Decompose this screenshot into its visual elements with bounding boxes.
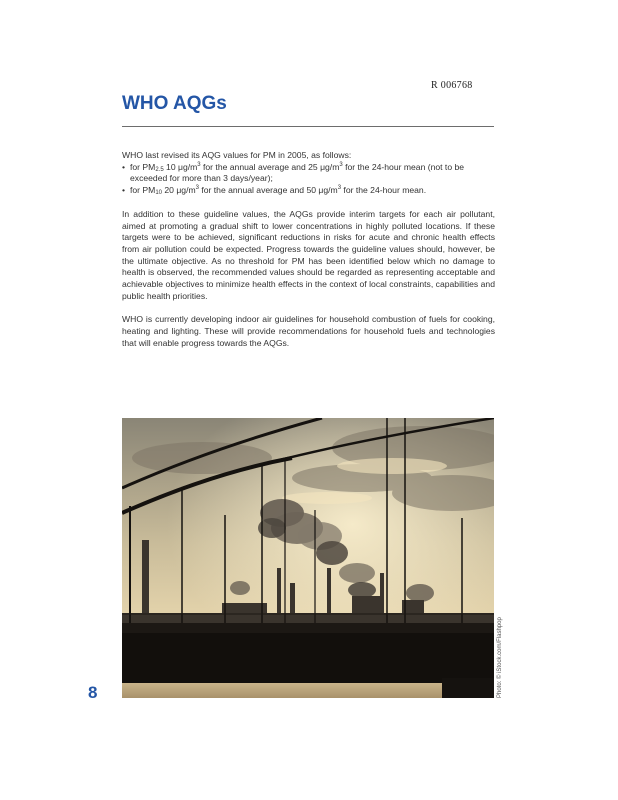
- list-item-pm25: [122, 162, 495, 185]
- guideline-list: [122, 162, 495, 197]
- indoor-guidelines-paragraph: WHO is currently developing indoor air guidelines for household combustion of fuels for cooking, heating and lighting. These will provide recommendations for household fuels and technologies that will enable progress towards the AQGs.: [122, 314, 495, 348]
- superscript: 3: [197, 161, 201, 168]
- bullet-text: for the annual average and 50 μg/m: [198, 185, 338, 196]
- superscript: 3: [339, 161, 343, 168]
- spacer: [122, 302, 495, 314]
- page-number: 8: [88, 683, 98, 702]
- title-rule: [122, 126, 494, 127]
- bullet-text: for the 24-hour mean.: [341, 185, 427, 196]
- photo-illustration: [122, 418, 494, 698]
- body-text: [122, 150, 495, 350]
- page-title: WHO AQGs: [122, 93, 227, 114]
- bullet-text: for PM: [130, 185, 156, 196]
- photo-credit: Photo: © iStock.com/Flashpop: [497, 617, 503, 698]
- river: [122, 683, 494, 698]
- bullet-text: for PM: [130, 161, 156, 172]
- river-shadow: [442, 678, 494, 698]
- bridge-smokestack-photo: [122, 418, 494, 698]
- bullet-text: 10 μg/m: [163, 161, 198, 172]
- bridge-deck: [122, 623, 494, 633]
- superscript: 3: [337, 185, 342, 192]
- bridge-underside: [122, 633, 494, 683]
- subscript: 10: [155, 190, 162, 197]
- bullet-text: 20 μg/m: [162, 185, 196, 196]
- document-reference: R 006768: [431, 80, 473, 91]
- bullet-text: for the 24-hour mean (not to be exceeded for more than 3 days/year);: [130, 161, 465, 184]
- interim-targets-paragraph: In addition to these guideline values, the AQGs provide interim targets for each air pollutant, aimed at promoting a gradual shift to lower concentrations in highly polluted locations. If these targets were to be achieved, significant reductions in risks for acute and chronic health effects from air pollution could be expected. Progress towards the guideline values should, however, be the ultimate objective. As no threshold for PM has been identified below which no damage to health is observed, the recommended values should be regarded as representing acceptable and achievable objectives to minimize health effects in the context of local constraints, capabilities and public health priorities.: [122, 208, 495, 301]
- spacer: [122, 197, 495, 209]
- subscript: 2.5: [155, 166, 164, 173]
- bullet-text: for the annual average and 25 μg/m: [200, 161, 340, 172]
- list-item-pm10: [122, 185, 495, 197]
- intro-paragraph: WHO last revised its AQG values for PM in 2005, as follows:: [122, 150, 352, 160]
- superscript: 3: [195, 185, 199, 192]
